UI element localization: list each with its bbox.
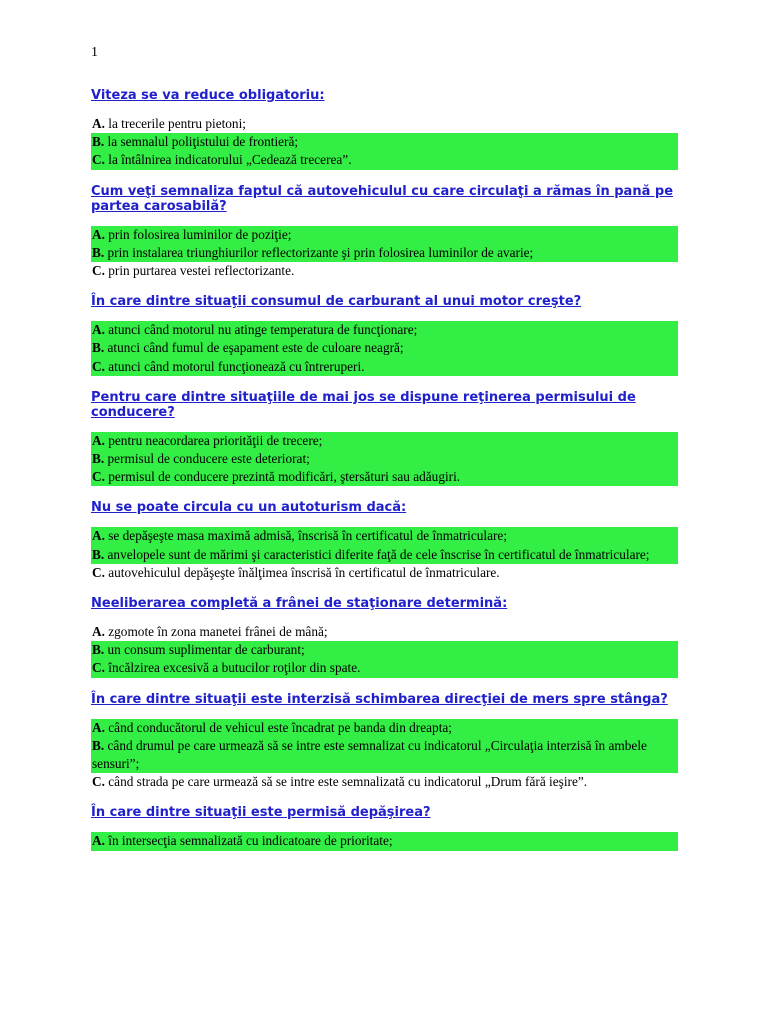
answer-letter: A. [92, 116, 105, 131]
answer-text: pentru neacordarea priorităţii de trecere; [104, 432, 323, 448]
question-title-link[interactable]: În care dintre situaţii este interzisă schimbarea direcţiei de mers spre stânga? [91, 691, 668, 707]
answer-letter: B. [92, 244, 105, 260]
answer-letter: A. [92, 226, 105, 242]
question-block [91, 294, 678, 376]
answer-letter: C. [92, 152, 105, 168]
answer-option [91, 564, 678, 582]
answer-option [91, 641, 678, 659]
answer-option [91, 244, 678, 262]
answer-text: se depăşeşte masa maximă admisă, înscrisă în certificatul de înmatriculare; [104, 528, 508, 544]
answer-letter: C. [92, 774, 105, 790]
question-block [91, 184, 678, 281]
answer-text: anvelopele sunt de mărimi şi caracteristici diferite faţă de cele înscrise în certificatul de înmatriculare; [104, 546, 650, 562]
answer-text: atunci când fumul de eşapament este de culoare neagră; [104, 340, 404, 356]
answer-text: la semnalul poliţistului de frontieră; [104, 134, 299, 150]
answer-letter: A. [92, 719, 105, 735]
answer-letter: B. [92, 546, 105, 562]
answer-letter: B. [92, 642, 105, 658]
answer-option [91, 321, 678, 339]
answer-letter: A. [92, 528, 105, 544]
answer-text: când strada pe care urmează să se intre este semnalizată cu indicatorul „Drum fără ieşire”. [104, 774, 588, 790]
question-block [91, 692, 678, 792]
answer-letter: A. [92, 432, 105, 448]
answer-option [91, 623, 678, 641]
answer-text: atunci când motorul nu atinge temperatura de funcţionare; [104, 322, 418, 338]
answer-letter: A. [92, 833, 105, 849]
answer-option [91, 659, 678, 677]
answer-text: prin instalarea triunghiurilor reflectorizante şi prin folosirea luminilor de avarie; [104, 244, 534, 260]
answer-letter: B. [92, 134, 105, 150]
answer-letter: C. [92, 263, 105, 279]
question-block [91, 596, 678, 678]
answer-letter: B. [92, 737, 105, 753]
answer-option [91, 719, 678, 737]
answer-text: în intersecţia semnalizată cu indicatoare de prioritate; [104, 833, 393, 849]
answer-option [91, 262, 678, 280]
answer-letter: C. [92, 469, 105, 485]
answer-letter: C. [92, 564, 105, 580]
answer-option [91, 432, 678, 450]
answer-text: la întâlnirea indicatorului „Cedează trecerea”. [104, 152, 352, 168]
answer-text: prin purtarea vestei reflectorizante. [104, 263, 295, 279]
answer-option [91, 450, 678, 468]
answer-letter: A. [92, 322, 105, 338]
question-title-link[interactable]: Pentru care dintre situaţiile de mai jos se dispune reţinerea permisului de conducere? [91, 389, 636, 420]
answer-text: un consum suplimentar de carburant; [104, 642, 305, 658]
answer-option [91, 151, 678, 169]
answer-option [91, 339, 678, 357]
answer-text: prin folosirea luminilor de poziţie; [104, 226, 292, 242]
answer-text: permisul de conducere prezintă modificări, ştersături sau adăugiri. [104, 469, 461, 485]
answer-letter: C. [92, 358, 105, 374]
question-title-link[interactable]: În care dintre situaţii consumul de carburant al unui motor creşte? [91, 294, 582, 310]
question-block [91, 390, 678, 487]
answer-letter: A. [92, 624, 105, 640]
answer-option [91, 773, 678, 791]
answer-option [91, 527, 678, 545]
answer-option [91, 468, 678, 486]
answer-text: la trecerile pentru pietoni; [104, 116, 246, 131]
answer-option [91, 546, 678, 564]
answer-letter: B. [92, 451, 105, 467]
answer-text: atunci când motorul funcţionează cu întreruperi. [104, 358, 365, 374]
question-title-link[interactable]: Cum veţi semnaliza faptul că autovehiculul cu care circulaţi a rămas în pană pe partea carosabilă? [91, 183, 674, 214]
answer-option [91, 115, 678, 133]
answer-option [91, 133, 678, 151]
answer-text: permisul de conducere este deteriorat; [104, 451, 310, 467]
question-title-link[interactable]: În care dintre situaţii este permisă depăşirea? [91, 805, 431, 821]
answer-text: autovehiculul depăşeşte înălţimea înscrisă în certificatul de înmatriculare. [104, 564, 500, 580]
question-title-link[interactable]: Nu se poate circula cu un autoturism dacă: [91, 500, 407, 516]
question-block [91, 88, 678, 170]
answer-text: încălzirea excesivă a butucilor roţilor din spate. [104, 660, 361, 676]
answer-option [91, 226, 678, 244]
answer-letter: C. [92, 660, 105, 676]
question-title-link[interactable]: Neeliberarea completă a frânei de staţionare determină: [91, 596, 508, 612]
question-list [91, 88, 678, 865]
answer-text: când conducătorul de vehicul este încadrat pe banda din dreapta; [104, 719, 452, 735]
answer-option [91, 737, 678, 773]
answer-option [91, 832, 678, 850]
question-block [91, 500, 678, 582]
page-number: 1 [91, 45, 98, 60]
answer-letter: B. [92, 340, 105, 356]
answer-text: când drumul pe care urmează să se intre este semnalizat cu indicatorul „Circulaţia interzisă în ambele sensuri”; [92, 737, 647, 772]
answer-text: zgomote în zona manetei frânei de mână; [104, 624, 328, 640]
answer-option [91, 358, 678, 376]
question-title-link[interactable]: Viteza se va reduce obligatoriu: [91, 88, 325, 103]
question-block [91, 805, 678, 850]
